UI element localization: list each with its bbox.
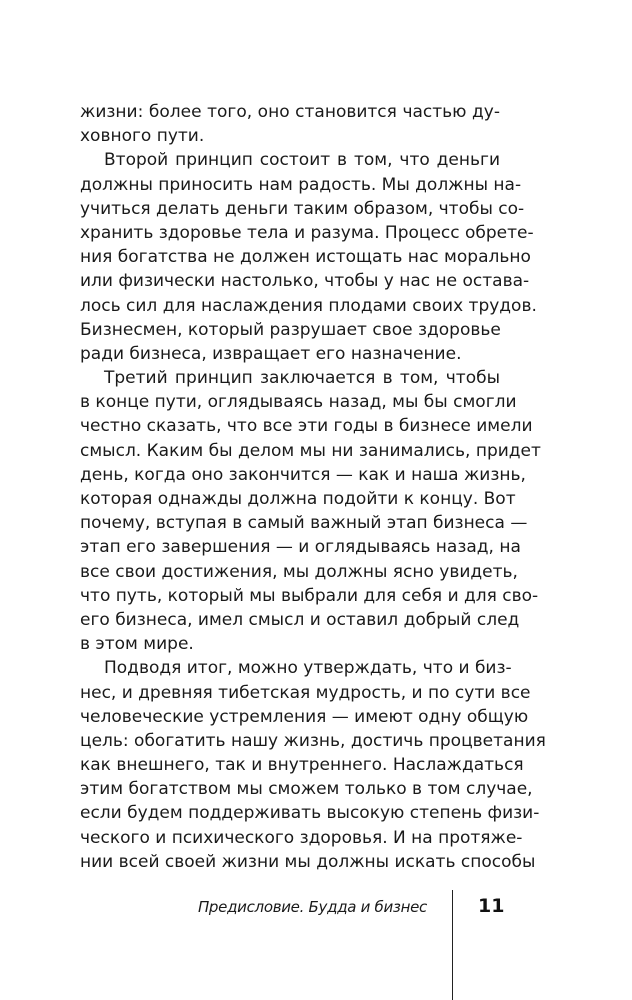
text-line: в этом мире. xyxy=(80,634,194,655)
text-line: ради бизнеса, извращает его назначение. xyxy=(80,343,462,364)
text-line: Третий принцип заключается в том, чтобы xyxy=(104,368,500,389)
text-line: или физически настолько, чтобы у нас не остава- xyxy=(80,271,530,292)
running-footer-title: Предисловие. Будда и бизнес xyxy=(197,898,427,916)
text-line: нес, и древняя тибетская мудрость, и по сути все xyxy=(80,682,531,703)
body-text xyxy=(80,100,546,874)
text-line: честно сказать, что все эти годы в бизнесе имели xyxy=(80,416,533,437)
text-line: ния богатства не должен истощать нас морально xyxy=(80,247,531,268)
text-line: хранить здоровье тела и разума. Процесс обрете- xyxy=(80,222,534,243)
text-line: его бизнеса, имел смысл и оставил добрый след xyxy=(80,609,520,630)
text-line: нии всей своей жизни мы должны искать способы xyxy=(80,851,536,872)
text-line: день, когда оно закончится — как и наша жизнь, xyxy=(80,464,526,485)
text-line: Второй принцип состоит в том, что деньги xyxy=(104,150,500,171)
text-line: Подводя итог, можно утверждать, что и биз- xyxy=(104,658,512,679)
text-line: этап его завершения — и оглядываясь назад, на xyxy=(80,537,521,558)
text-line: почему, вступая в самый важный этап бизнеса — xyxy=(80,513,528,534)
text-line: что путь, который мы выбрали для себя и для сво- xyxy=(80,585,539,606)
footer-divider xyxy=(452,890,453,1000)
text-line: учиться делать деньги таким образом, чтобы со- xyxy=(80,198,525,219)
text-line: все свои достижения, мы должны ясно увидеть, xyxy=(80,561,518,582)
text-line: цель: обогатить нашу жизнь, достичь процветания xyxy=(80,730,546,751)
text-line: лось сил для наслаждения плодами своих трудов. xyxy=(80,295,537,316)
text-line: если будем поддерживать высокую степень физи- xyxy=(80,803,540,824)
page-number: 11 xyxy=(478,895,505,917)
text-line: должны приносить нам радость. Мы должны на- xyxy=(80,174,522,195)
text-line: человеческие устремления — имеют одну общую xyxy=(80,706,529,727)
text-line: в конце пути, оглядываясь назад, мы бы смогли xyxy=(80,392,517,413)
text-line: как внешнего, так и внутреннего. Наслаждаться xyxy=(80,755,524,776)
text-line: этим богатством мы сможем только в том случае, xyxy=(80,779,533,800)
text-line: жизни: более того, оно становится частью ду- xyxy=(80,102,500,122)
text-line: ческого и психического здоровья. И на протяже- xyxy=(80,827,523,848)
text-line: смысл. Каким бы делом мы ни занимались, придет xyxy=(80,440,541,461)
text-line: ховного пути. xyxy=(80,126,205,147)
text-line: которая однажды должна подойти к концу. Вот xyxy=(80,489,516,509)
text-line: Бизнесмен, который разрушает свое здоровье xyxy=(80,319,501,340)
